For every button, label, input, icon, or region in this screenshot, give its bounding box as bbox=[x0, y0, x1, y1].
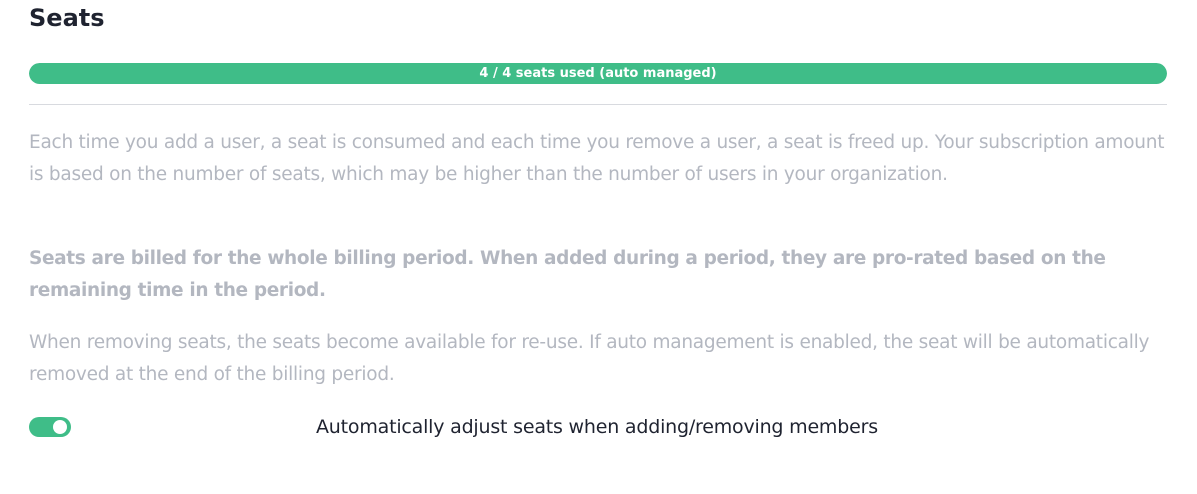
section-title: Seats bbox=[29, 4, 105, 32]
auto-adjust-label: Automatically adjust seats when adding/removing members bbox=[316, 416, 878, 438]
auto-adjust-toggle[interactable] bbox=[29, 417, 71, 437]
seats-description-billing: Seats are billed for the whole billing period. When added during a period, they are pro-rated based on the remaining time in the period. bbox=[29, 248, 1106, 301]
toggle-knob bbox=[53, 420, 67, 434]
seats-progress-label: 4 / 4 seats used (auto managed) bbox=[479, 66, 717, 81]
seats-progress-bar bbox=[29, 63, 1167, 84]
seats-description-removal: When removing seats, the seats become available for re-use. If auto management is enabled, the seat will be automatically removed at the end of the billing period. bbox=[29, 332, 1150, 385]
auto-adjust-setting bbox=[29, 414, 1167, 440]
seats-description-consumption: Each time you add a user, a seat is consumed and each time you remove a user, a seat is freed up. Your subscription amount is based on the number of seats, which may be higher than the number of users in your organization. bbox=[29, 132, 1165, 185]
divider bbox=[29, 104, 1167, 105]
